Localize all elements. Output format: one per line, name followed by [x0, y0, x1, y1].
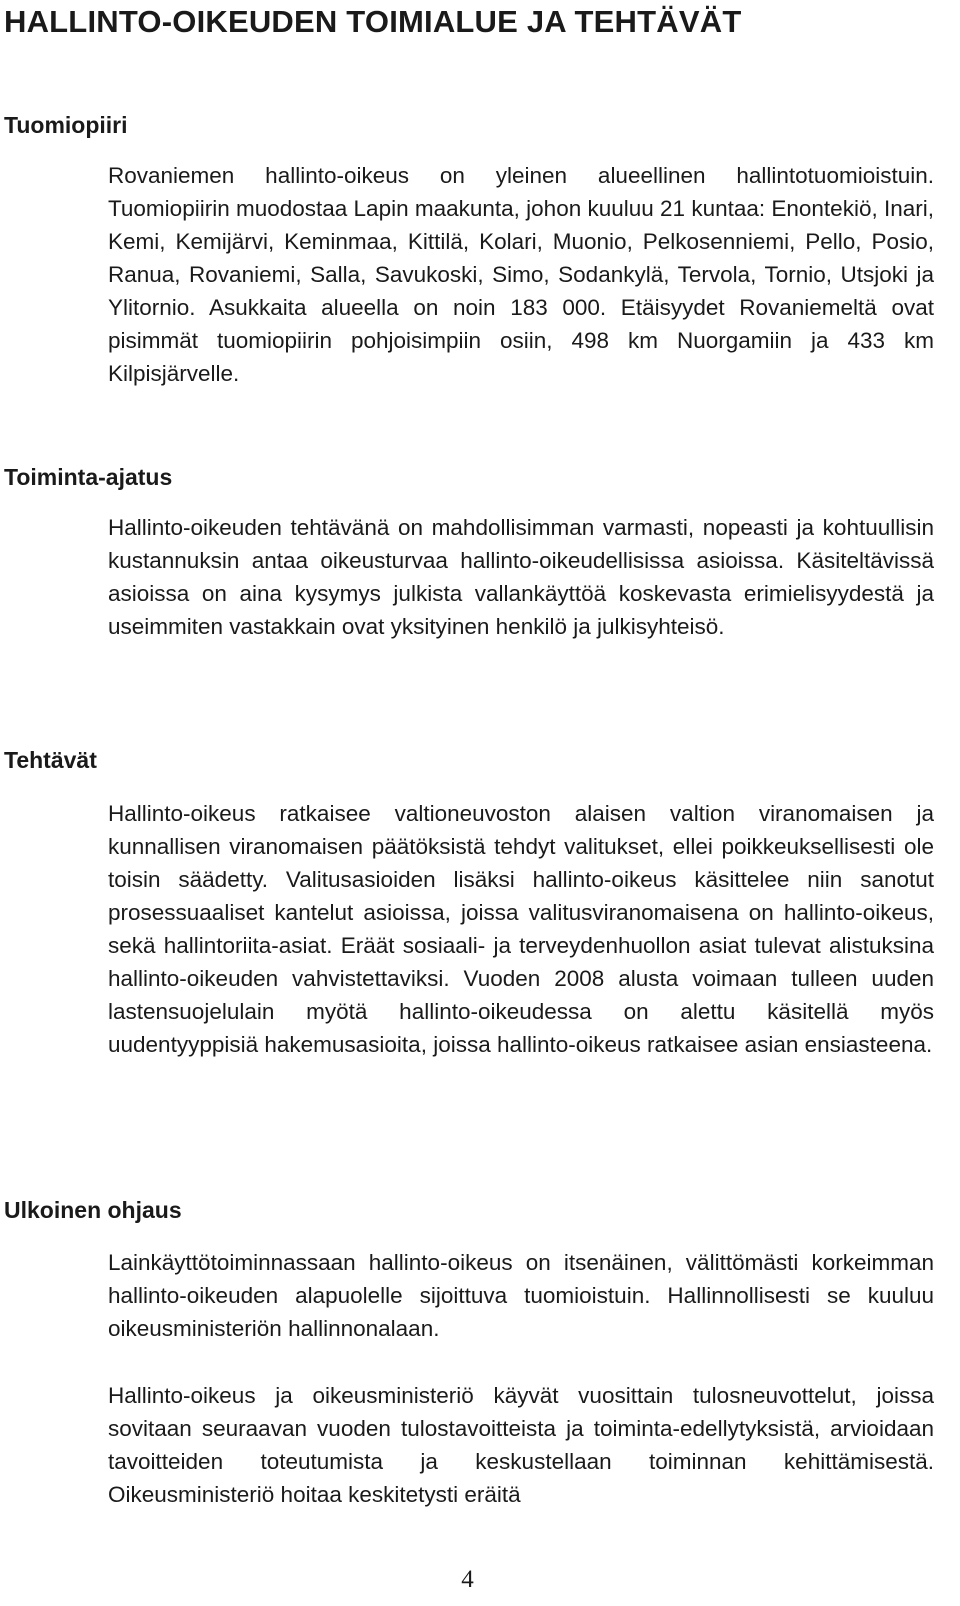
section-heading-tehtavat: Tehtävät: [4, 747, 97, 773]
section-paragraph-tuomiopiiri: Rovaniemen hallinto-oikeus on yleinen alueellinen hallintotuomioistuin. Tuomiopiirin muodostaa Lapin maakunta, johon kuuluu 21 kuntaa: Enontekiö, Inari, Kemi, Kemijärvi, Keminmaa, Kittilä, Kolari, Muonio, Pelkosenniemi, Pello, Posio, Ranua, Rovaniemi, Salla, Savukoski, Simo, Sodankylä, Tervola, Tornio, Utsjoki ja Ylitornio. Asukkaita alueella on noin 183 000. Etäisyydet Rovaniemeltä ovat pisimmät tuomiopiirin pohjoisimpiin osiin, 498 km Nuorgamiin ja 433 km Kilpisjärvelle.: [108, 163, 934, 386]
section-heading-ulkoinen-ohjaus: Ulkoinen ohjaus: [4, 1197, 182, 1223]
page-number: 4: [461, 1566, 474, 1593]
section-paragraph-ulkoinen-ohjaus-2: Hallinto-oikeus ja oikeusministeriö käyvät vuosittain tulosneuvottelut, joissa sovitaan seuraavan vuoden tulostavoitteista ja toiminta-edellytyksistä, arvioidaan tavoitteiden toteutumista ja keskustellaan toiminnan kehittämisestä. Oikeusministeriö hoitaa keskitetysti eräitä: [108, 1383, 934, 1507]
section-paragraph-toiminta-ajatus: Hallinto-oikeuden tehtävänä on mahdollisimman varmasti, nopeasti ja kohtuullisin kustannuksin antaa oikeusturvaa hallinto-oikeudellisissa asioissa. Käsiteltävissä asioissa on aina kysymys julkista vallankäyttöä koskevasta erimielisyydestä ja useimmiten vastakkain ovat yksityinen henkilö ja julkisyhteisö.: [108, 515, 934, 639]
page-title: HALLINTO-OIKEUDEN TOIMIALUE JA TEHTÄVÄT: [4, 4, 742, 39]
section-heading-tuomiopiiri: Tuomiopiiri: [4, 112, 128, 138]
section-paragraph-ulkoinen-ohjaus-1: Lainkäyttötoiminnassaan hallinto-oikeus on itsenäinen, välittömästi korkeimman hallinto-oikeuden alapuolelle sijoittuva tuomioistuin. Hallinnollisesti se kuuluu oikeusministeriön hallinnonalaan.: [108, 1250, 934, 1341]
section-heading-toiminta-ajatus: Toiminta-ajatus: [4, 464, 173, 490]
section-paragraph-tehtavat: Hallinto-oikeus ratkaisee valtioneuvoston alaisen valtion viranomaisen ja kunnallisen viranomaisen päätöksistä tehdyt valitukset, ellei poikkeuksellisesti ole toisin säädetty. Valitusasioiden lisäksi hallinto-oikeus käsittelee niin sanotut prosessuaaliset kantelut asioissa, joissa valitusviranomaisena on hallinto-oikeus, sekä hallintoriita-asiat. Eräät sosiaali- ja terveydenhuollon asiat tulevat alistuksina hallinto-oikeuden vahvistettaviksi. Vuoden 2008 alusta voimaan tulleen uuden lastensuojelulain myötä hallinto-oikeudessa on alettu käsitellä myös uudentyyppisiä hakemusasioita, joissa hallinto-oikeus ratkaisee asian ensiasteena.: [108, 801, 934, 1057]
